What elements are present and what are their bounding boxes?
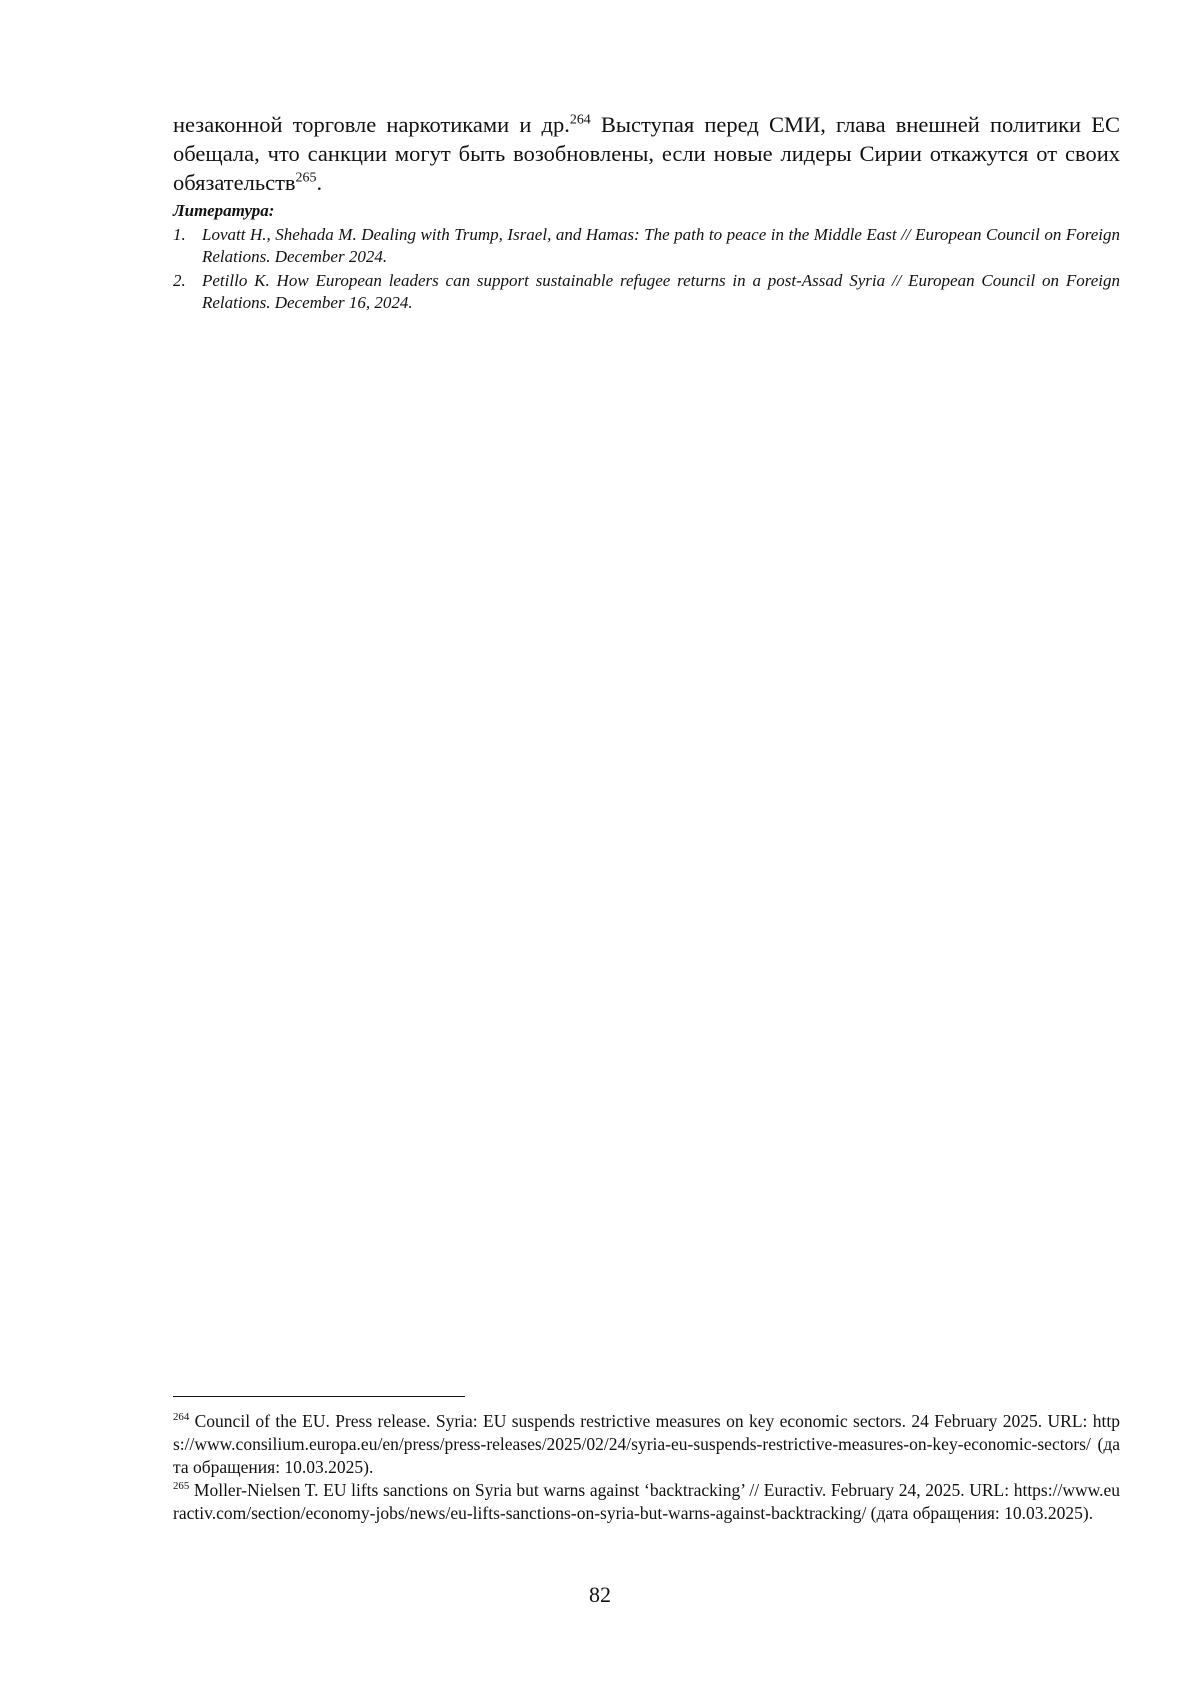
footnote-text: Moller-Nielsen T. EU lifts sanctions on Syria but warns against ‘backtracking’ // Euractiv. February 24, 2025. URL: https://www.euractiv.com/section/economy-jobs/news/eu-lifts-sanctions-on-syria-but-warns-against-backtracking/ (дата обращения: 10.03.2025). [173, 1480, 1120, 1523]
footnote-number: 264 [173, 1411, 190, 1424]
footnote-ref-264[interactable]: 264 [569, 112, 591, 128]
footnote-number: 265 [173, 1480, 190, 1493]
reference-item [173, 270, 1120, 314]
body-text-part-2: Выступая перед СМИ, глава внешней политики ЕС обещала, что санкции могут быть возобновлены, если новые лидеры Сирии откажутся от своих обязательств [173, 112, 1120, 195]
literature-heading: Литература: [173, 201, 275, 220]
reference-number: 1. [173, 225, 186, 244]
footnote-265 [173, 1479, 1120, 1525]
reference-item [173, 224, 1120, 268]
footnote-separator [173, 1396, 465, 1397]
body-paragraph [173, 110, 1120, 197]
reference-text: Lovatt H., Shehada M. Dealing with Trump, Israel, and Hamas: The path to peace in the Middle East // European Council on Foreign Relations. December 2024. [202, 225, 1120, 266]
body-text-part-1: незаконной торговле наркотиками и др. [173, 112, 570, 137]
body-text-part-3: . [316, 170, 323, 195]
footnote-264 [173, 1410, 1120, 1479]
main-content [173, 110, 1120, 316]
footnote-ref-265[interactable]: 265 [295, 170, 317, 186]
footnote-text: Council of the EU. Press release. Syria: EU suspends restrictive measures on key economic sectors. 24 February 2025. URL: https://www.consilium.europa.eu/en/press/press-releases/2025/02/24/syria-eu-suspends-restrictive-measures-on-key-economic-sectors/ (дата обращения: 10.03.2025). [173, 1411, 1120, 1477]
reference-list [173, 224, 1120, 314]
reference-number: 2. [173, 271, 186, 290]
reference-text: Petillo K. How European leaders can support sustainable refugee returns in a post-Assad Syria // European Council on Foreign Relations. December 16, 2024. [202, 271, 1120, 312]
page-number: 82 [589, 1582, 611, 1607]
footnotes-section [173, 1410, 1120, 1525]
